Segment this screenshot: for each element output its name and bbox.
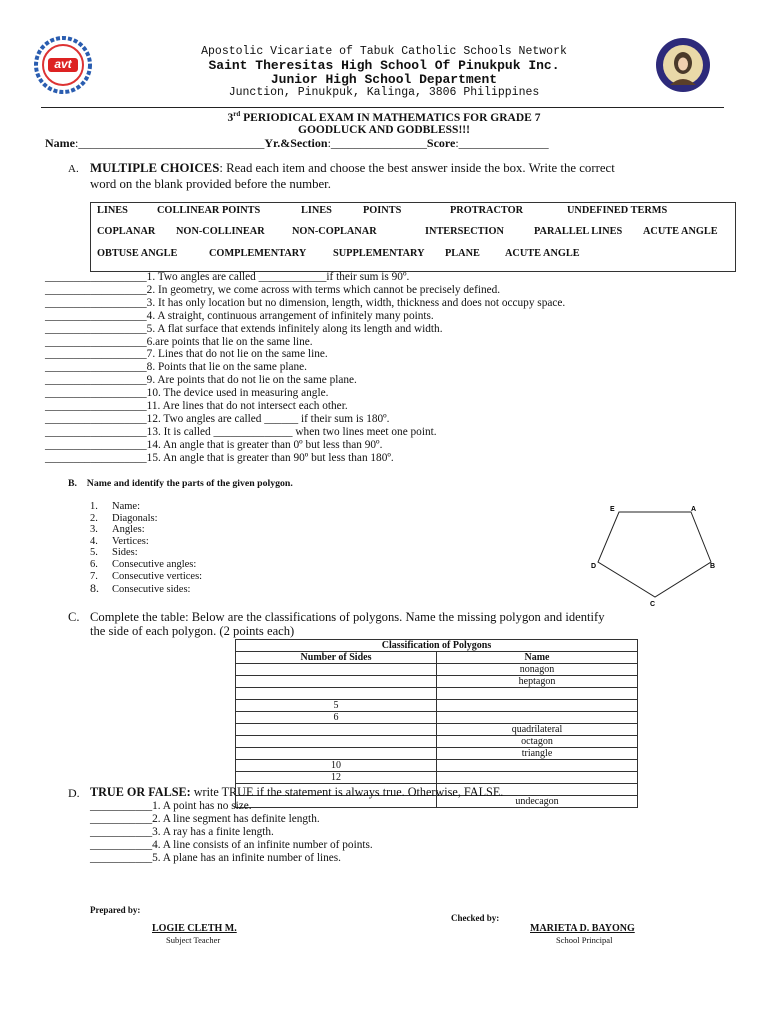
part-label: Sides: <box>112 547 138 559</box>
part-num: 6. <box>90 558 98 570</box>
word-collinear-points: COLLINEAR POINTS <box>157 205 261 216</box>
section-a-items <box>45 271 565 465</box>
question-a-3[interactable]: __________________3. It has only location but no dimension, length, width, thickness and does not occupy space. <box>45 296 566 309</box>
section-d-heading: TRUE OR FALSE: <box>90 785 191 799</box>
question-d-4[interactable]: ___________4. A line consists of an infinite number of points. <box>90 838 373 851</box>
title-ordinal-sup: rd <box>233 110 241 118</box>
part-label: Name: <box>112 501 140 512</box>
question-a-4[interactable]: __________________4. A straight, continuous arrangement of infinitely many points. <box>45 309 434 322</box>
cell-name[interactable] <box>437 712 638 724</box>
cell-sides[interactable]: 10 <box>236 760 437 772</box>
section-b-letter: B. <box>68 478 77 489</box>
cell-name[interactable] <box>437 700 638 712</box>
cell-name[interactable]: heptagon <box>437 676 638 688</box>
section-a-instruction <box>90 160 615 192</box>
table-row <box>236 688 638 700</box>
section-label: Yr.&Section <box>264 136 328 150</box>
question-a-7[interactable]: __________________7. Lines that do not lie on the same line. <box>45 348 328 361</box>
section-d-instruction <box>90 785 503 800</box>
table-row <box>236 676 638 688</box>
cell-sides[interactable] <box>236 676 437 688</box>
prepared-by-name: LOGIE CLETH M. <box>152 923 237 934</box>
section-blank[interactable]: :________________ <box>327 136 427 150</box>
part-num: 7. <box>90 570 98 582</box>
word-points: POINTS <box>363 205 402 216</box>
word-plane: PLANE <box>445 248 480 259</box>
section-d-instruction-text: write TRUE if the statement is always true. Otherwise, FALSE. <box>190 785 504 799</box>
question-d-2[interactable]: ___________2. A line segment has definite length. <box>90 812 320 825</box>
section-c-instruction-1: Complete the table: Below are the classifications of polygons. Name the missing polygon and identify <box>90 610 605 624</box>
header-rule <box>41 107 724 108</box>
word-parallel-lines: PARALLEL LINES <box>534 226 623 237</box>
pentagon-shape <box>598 512 711 597</box>
table-row <box>236 736 638 748</box>
cell-name[interactable]: nonagon <box>437 664 638 676</box>
word-supplementary: SUPPLEMENTARY <box>333 248 425 259</box>
word-acute-angle-2: ACUTE ANGLE <box>505 248 580 259</box>
word-lines-2: LINES <box>301 205 332 216</box>
question-a-10[interactable]: __________________10. The device used in measuring angle. <box>45 387 329 400</box>
word-non-coplanar: NON-COPLANAR <box>292 226 377 237</box>
part-label: Vertices: <box>112 535 149 547</box>
checked-by-role: School Principal <box>556 935 613 945</box>
network-name: Apostolic Vicariate of Tabuk Catholic Schools Network <box>201 45 567 58</box>
part-item-5[interactable] <box>90 547 202 559</box>
title-ordinal: 3 <box>227 111 234 124</box>
section-d-items <box>90 800 373 865</box>
section-b-list <box>90 501 202 596</box>
question-a-15[interactable]: __________________15. An angle that is greater than 90º but less than 180º. <box>45 451 394 464</box>
department-name: Junior High School Department <box>270 72 498 87</box>
section-a-letter: A. <box>68 163 79 175</box>
question-a-8[interactable]: __________________8. Points that lie on the same plane. <box>45 361 307 374</box>
score-label: Score <box>426 136 456 150</box>
word-lines: LINES <box>97 205 128 216</box>
vertex-label-d: D <box>591 563 597 570</box>
name-blank[interactable]: :_______________________________ <box>75 136 265 150</box>
question-a-12[interactable]: __________________12. Two angles are called ______ if their sum is 180º. <box>45 412 390 425</box>
cell-name[interactable] <box>437 688 638 700</box>
part-item-7[interactable] <box>90 571 202 583</box>
question-d-5[interactable]: ___________5. A plane has an infinite number of lines. <box>90 851 342 864</box>
part-label: Angles: <box>112 524 145 536</box>
word-non-collinear: NON-COLLINEAR <box>176 226 265 237</box>
part-item-4[interactable] <box>90 536 202 548</box>
vertex-label-e: E <box>610 506 615 513</box>
vertex-label-b: B <box>710 563 716 570</box>
part-num: 5. <box>90 547 98 559</box>
cell-sides[interactable] <box>236 724 437 736</box>
left-logo-text: avt <box>54 57 72 71</box>
word-obtuse-angle: OBTUSE ANGLE <box>97 248 178 259</box>
part-label: Consecutive sides: <box>112 584 191 596</box>
question-a-1[interactable]: __________________1. Two angles are called ____________if their sum is 90º. <box>45 271 410 283</box>
cell-name[interactable]: quadrilateral <box>437 724 638 736</box>
table-row <box>236 712 638 724</box>
prepared-by-role: Subject Teacher <box>166 935 221 945</box>
part-num: 2. <box>90 512 98 524</box>
part-item-6[interactable] <box>90 559 202 571</box>
cell-sides[interactable] <box>236 688 437 700</box>
section-a-instruction-2: word on the blank provided before the number. <box>90 177 331 191</box>
section-b-heading <box>68 478 293 489</box>
word-box <box>90 202 736 272</box>
word-coplanar: COPLANAR <box>97 226 156 237</box>
part-item-1[interactable] <box>90 501 202 513</box>
cell-sides[interactable]: 12 <box>236 772 437 784</box>
word-intersection: INTERSECTION <box>425 226 504 237</box>
section-c-instruction <box>90 610 605 638</box>
table-row <box>236 748 638 760</box>
school-name: Saint Theresitas High School Of Pinukpuk Inc. <box>208 58 560 73</box>
question-d-1[interactable]: ___________1. A point has no size. <box>90 800 252 812</box>
part-num: 3. <box>90 524 98 536</box>
word-undefined-terms: UNDEFINED TERMS <box>567 205 668 216</box>
section-d-letter: D. <box>68 786 80 800</box>
table-row <box>236 664 638 676</box>
question-a-5[interactable]: __________________5. A flat surface that extends infinitely along its length and width. <box>45 322 443 335</box>
table-row <box>236 772 638 784</box>
part-label: Consecutive angles: <box>112 558 197 570</box>
cell-sides[interactable] <box>236 736 437 748</box>
school-address: Junction, Pinukpuk, Kalinga, 3806 Philippines <box>228 86 540 99</box>
polygon-table <box>235 639 638 808</box>
name-label: Name <box>45 136 75 150</box>
table-row <box>236 724 638 736</box>
pentagon-figure <box>585 500 735 610</box>
col-header-sides: Number of Sides <box>236 652 437 664</box>
word-protractor: PROTRACTOR <box>450 205 524 216</box>
part-label: Diagonals: <box>112 512 158 524</box>
exam-subtitle: GOODLUCK AND GODBLESS!!! <box>298 124 470 136</box>
part-label: Consecutive vertices: <box>112 570 203 582</box>
section-c-letter: C. <box>68 610 80 624</box>
table-row <box>236 760 638 772</box>
question-a-2[interactable]: __________________2. In geometry, we come across with terms which cannot be precisely defined. <box>45 283 501 296</box>
section-b-text: Name and identify the parts of the given polygon. <box>86 478 293 489</box>
col-header-name: Name <box>437 652 638 664</box>
part-item-2[interactable] <box>90 513 202 525</box>
title-text: PERIODICAL EXAM IN MATHEMATICS FOR GRADE 7 <box>240 111 541 124</box>
cell-name[interactable] <box>437 760 638 772</box>
checked-by-label: Checked by: <box>451 913 500 923</box>
word-complementary: COMPLEMENTARY <box>209 248 307 259</box>
cell-sides[interactable]: 5 <box>236 700 437 712</box>
word-acute-angle: ACUTE ANGLE <box>643 226 718 237</box>
part-num: 8. <box>90 581 99 596</box>
section-c-instruction-2: the side of each polygon. (2 points each) <box>90 624 295 638</box>
part-item-8[interactable] <box>90 583 202 596</box>
part-num: 1. <box>90 501 98 512</box>
table-row <box>236 700 638 712</box>
question-a-6[interactable]: __________________6.are points that lie on the same line. <box>45 335 313 348</box>
part-item-3[interactable] <box>90 524 202 536</box>
section-a-heading: MULTIPLE CHOICES <box>90 161 220 175</box>
question-a-14[interactable]: __________________14. An angle that is greater than 0º but less than 90º. <box>45 438 383 451</box>
cell-sides[interactable] <box>236 748 437 760</box>
question-a-13[interactable]: __________________13. It is called ______________ when two lines meet one point. <box>45 425 437 438</box>
cell-name[interactable]: triangle <box>437 748 638 760</box>
cell-name[interactable]: undecagon <box>437 796 638 808</box>
exam-title <box>0 110 768 124</box>
part-num: 4. <box>90 535 98 547</box>
checked-by-name: MARIETA D. BAYONG <box>530 923 635 934</box>
vertex-label-c: C <box>650 601 656 608</box>
question-a-9[interactable]: __________________9. Are points that do not lie on the same plane. <box>45 374 357 387</box>
cell-sides[interactable]: 6 <box>236 712 437 724</box>
vertex-label-a: A <box>691 506 697 513</box>
question-a-11[interactable]: __________________11. Are lines that do not intersect each other. <box>45 400 348 413</box>
student-info-line <box>45 136 549 151</box>
question-d-3[interactable]: ___________3. A ray has a finite length. <box>90 825 274 838</box>
score-blank[interactable]: :_______________ <box>455 136 549 150</box>
cell-name[interactable] <box>437 772 638 784</box>
cell-sides[interactable] <box>236 664 437 676</box>
cell-name[interactable]: octagon <box>437 736 638 748</box>
prepared-by-label: Prepared by: <box>90 905 141 915</box>
table-title: Classification of Polygons <box>236 640 638 652</box>
section-a-instruction-1: : Read each item and choose the best answer inside the box. Write the correct <box>219 161 615 175</box>
